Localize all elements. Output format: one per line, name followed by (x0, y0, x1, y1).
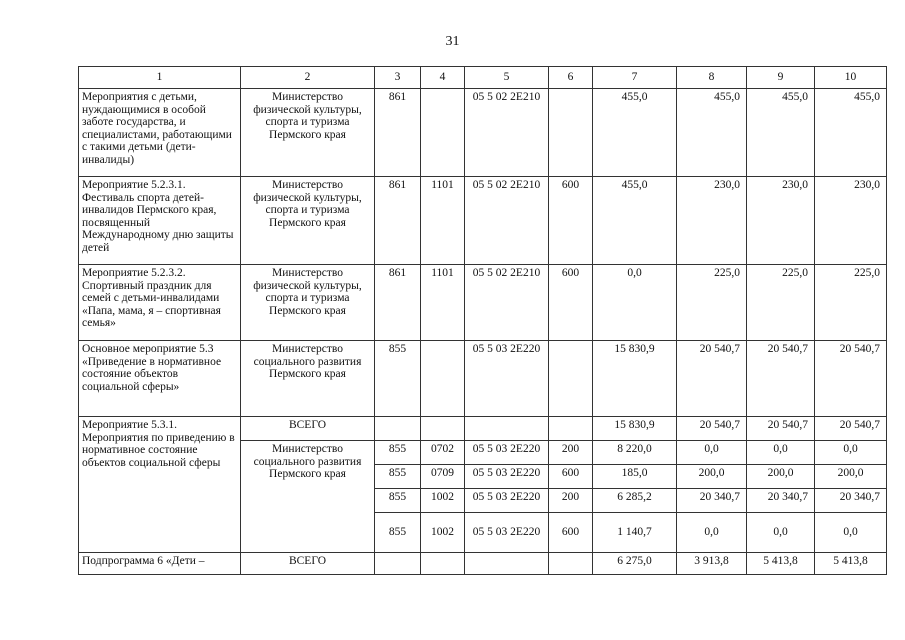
section-code-cell: 0702 (421, 441, 465, 465)
activity-name-cell: Мероприятия с детьми, нуждающимися в особой заботе государства, и специалистами, работающими с такими детьми (дети-инвалиды) (79, 89, 241, 177)
expense-type-cell: 600 (549, 513, 593, 553)
header-cell: 7 (593, 67, 677, 89)
amount-year3-cell: 5 413,8 (747, 553, 815, 575)
amount-year2-cell: 455,0 (677, 89, 747, 177)
amount-year3-cell: 455,0 (747, 89, 815, 177)
activity-name-cell: Мероприятие 5.2.3.2. Спортивный праздник для семей с детьми-инвалидами «Папа, мама, я – спортивная семья» (79, 265, 241, 341)
amount-year4-cell: 200,0 (815, 465, 887, 489)
amount-year2-cell: 20 540,7 (677, 417, 747, 441)
empty-cell (375, 417, 421, 441)
table-row (79, 553, 887, 575)
amount-year2-cell: 0,0 (677, 441, 747, 465)
table-row (79, 341, 887, 417)
expense-type-cell: 600 (549, 265, 593, 341)
target-article-cell: 05 5 03 2Е220 (465, 341, 549, 417)
target-article-cell: 05 5 02 2Е210 (465, 89, 549, 177)
table-row (79, 177, 887, 265)
amount-year1-cell: 15 830,9 (593, 341, 677, 417)
header-cell: 4 (421, 67, 465, 89)
empty-cell (549, 417, 593, 441)
amount-year4-cell: 230,0 (815, 177, 887, 265)
section-code-cell: 1002 (421, 489, 465, 513)
section-code-cell (421, 89, 465, 177)
amount-year1-cell: 6 275,0 (593, 553, 677, 575)
target-article-cell: 05 5 03 2Е220 (465, 441, 549, 465)
section-code-cell: 0709 (421, 465, 465, 489)
expense-type-cell: 600 (549, 465, 593, 489)
budget-table (78, 66, 887, 575)
header-cell: 1 (79, 67, 241, 89)
amount-year4-cell: 225,0 (815, 265, 887, 341)
amount-year1-cell: 1 140,7 (593, 513, 677, 553)
expense-type-cell (549, 341, 593, 417)
header-cell: 6 (549, 67, 593, 89)
header-cell: 3 (375, 67, 421, 89)
amount-year1-cell: 6 285,2 (593, 489, 677, 513)
amount-year4-cell: 5 413,8 (815, 553, 887, 575)
amount-year2-cell: 200,0 (677, 465, 747, 489)
expense-type-cell: 200 (549, 489, 593, 513)
amount-year4-cell: 20 540,7 (815, 417, 887, 441)
header-cell: 10 (815, 67, 887, 89)
table-row (79, 89, 887, 177)
grbs-code-cell: 855 (375, 441, 421, 465)
amount-year4-cell: 0,0 (815, 513, 887, 553)
grbs-code-cell: 855 (375, 489, 421, 513)
expense-type-cell: 600 (549, 177, 593, 265)
expense-type-cell: 200 (549, 441, 593, 465)
amount-year3-cell: 230,0 (747, 177, 815, 265)
amount-year4-cell: 20 540,7 (815, 341, 887, 417)
section-code-cell: 1101 (421, 177, 465, 265)
empty-cell (421, 417, 465, 441)
amount-year1-cell: 455,0 (593, 89, 677, 177)
ministry-cell: Министерство физической культуры, спорта и туризма Пермского края (241, 177, 375, 265)
ministry-cell: Министерство социального развития Пермского края (241, 341, 375, 417)
amount-year1-cell: 185,0 (593, 465, 677, 489)
grbs-code-cell: 861 (375, 89, 421, 177)
amount-year3-cell: 225,0 (747, 265, 815, 341)
amount-year3-cell: 20 540,7 (747, 417, 815, 441)
activity-name-cell: Основное мероприятие 5.3 «Приведение в нормативное состояние объектов социальной сферы» (79, 341, 241, 417)
empty-cell (549, 553, 593, 575)
header-cell: 9 (747, 67, 815, 89)
page-number: 31 (445, 34, 460, 49)
amount-year2-cell: 225,0 (677, 265, 747, 341)
grbs-code-cell: 855 (375, 341, 421, 417)
amount-year1-cell: 0,0 (593, 265, 677, 341)
ministry-cell: Министерство физической культуры, спорта и туризма Пермского края (241, 89, 375, 177)
amount-year3-cell: 0,0 (747, 513, 815, 553)
target-article-cell: 05 5 02 2Е210 (465, 177, 549, 265)
activity-name-cell: Мероприятие 5.3.1. Мероприятия по приведению в нормативное состояние объектов социальной сферы (79, 417, 241, 553)
total-label-cell: ВСЕГО (241, 417, 375, 441)
activity-name-cell: Мероприятие 5.2.3.1. Фестиваль спорта детей-инвалидов Пермского края, посвященный Международному дню защиты детей (79, 177, 241, 265)
amount-year2-cell: 20 340,7 (677, 489, 747, 513)
grbs-code-cell: 861 (375, 265, 421, 341)
ministry-cell: Министерство социального развития Пермского края (241, 441, 375, 553)
amount-year1-cell: 15 830,9 (593, 417, 677, 441)
section-code-cell: 1101 (421, 265, 465, 341)
header-cell: 2 (241, 67, 375, 89)
section-code-cell: 1002 (421, 513, 465, 553)
grbs-code-cell: 855 (375, 465, 421, 489)
amount-year4-cell: 455,0 (815, 89, 887, 177)
header-cell: 8 (677, 67, 747, 89)
amount-year3-cell: 20 540,7 (747, 341, 815, 417)
ministry-cell: Министерство физической культуры, спорта и туризма Пермского края (241, 265, 375, 341)
amount-year3-cell: 20 340,7 (747, 489, 815, 513)
amount-year2-cell: 230,0 (677, 177, 747, 265)
target-article-cell: 05 5 02 2Е210 (465, 265, 549, 341)
target-article-cell: 05 5 03 2Е220 (465, 513, 549, 553)
expense-type-cell (549, 89, 593, 177)
amount-year1-cell: 8 220,0 (593, 441, 677, 465)
empty-cell (421, 553, 465, 575)
empty-cell (465, 553, 549, 575)
empty-cell (375, 553, 421, 575)
empty-cell (465, 417, 549, 441)
total-label-cell: ВСЕГО (241, 553, 375, 575)
header-row (79, 67, 887, 89)
target-article-cell: 05 5 03 2Е220 (465, 465, 549, 489)
amount-year4-cell: 20 340,7 (815, 489, 887, 513)
amount-year3-cell: 0,0 (747, 441, 815, 465)
amount-year1-cell: 455,0 (593, 177, 677, 265)
table-row (79, 417, 887, 441)
grbs-code-cell: 855 (375, 513, 421, 553)
section-code-cell (421, 341, 465, 417)
amount-year2-cell: 3 913,8 (677, 553, 747, 575)
table-row (79, 265, 887, 341)
amount-year2-cell: 0,0 (677, 513, 747, 553)
target-article-cell: 05 5 03 2Е220 (465, 489, 549, 513)
grbs-code-cell: 861 (375, 177, 421, 265)
header-cell: 5 (465, 67, 549, 89)
amount-year2-cell: 20 540,7 (677, 341, 747, 417)
amount-year3-cell: 200,0 (747, 465, 815, 489)
activity-name-cell: Подпрограмма 6 «Дети – (79, 553, 241, 575)
amount-year4-cell: 0,0 (815, 441, 887, 465)
